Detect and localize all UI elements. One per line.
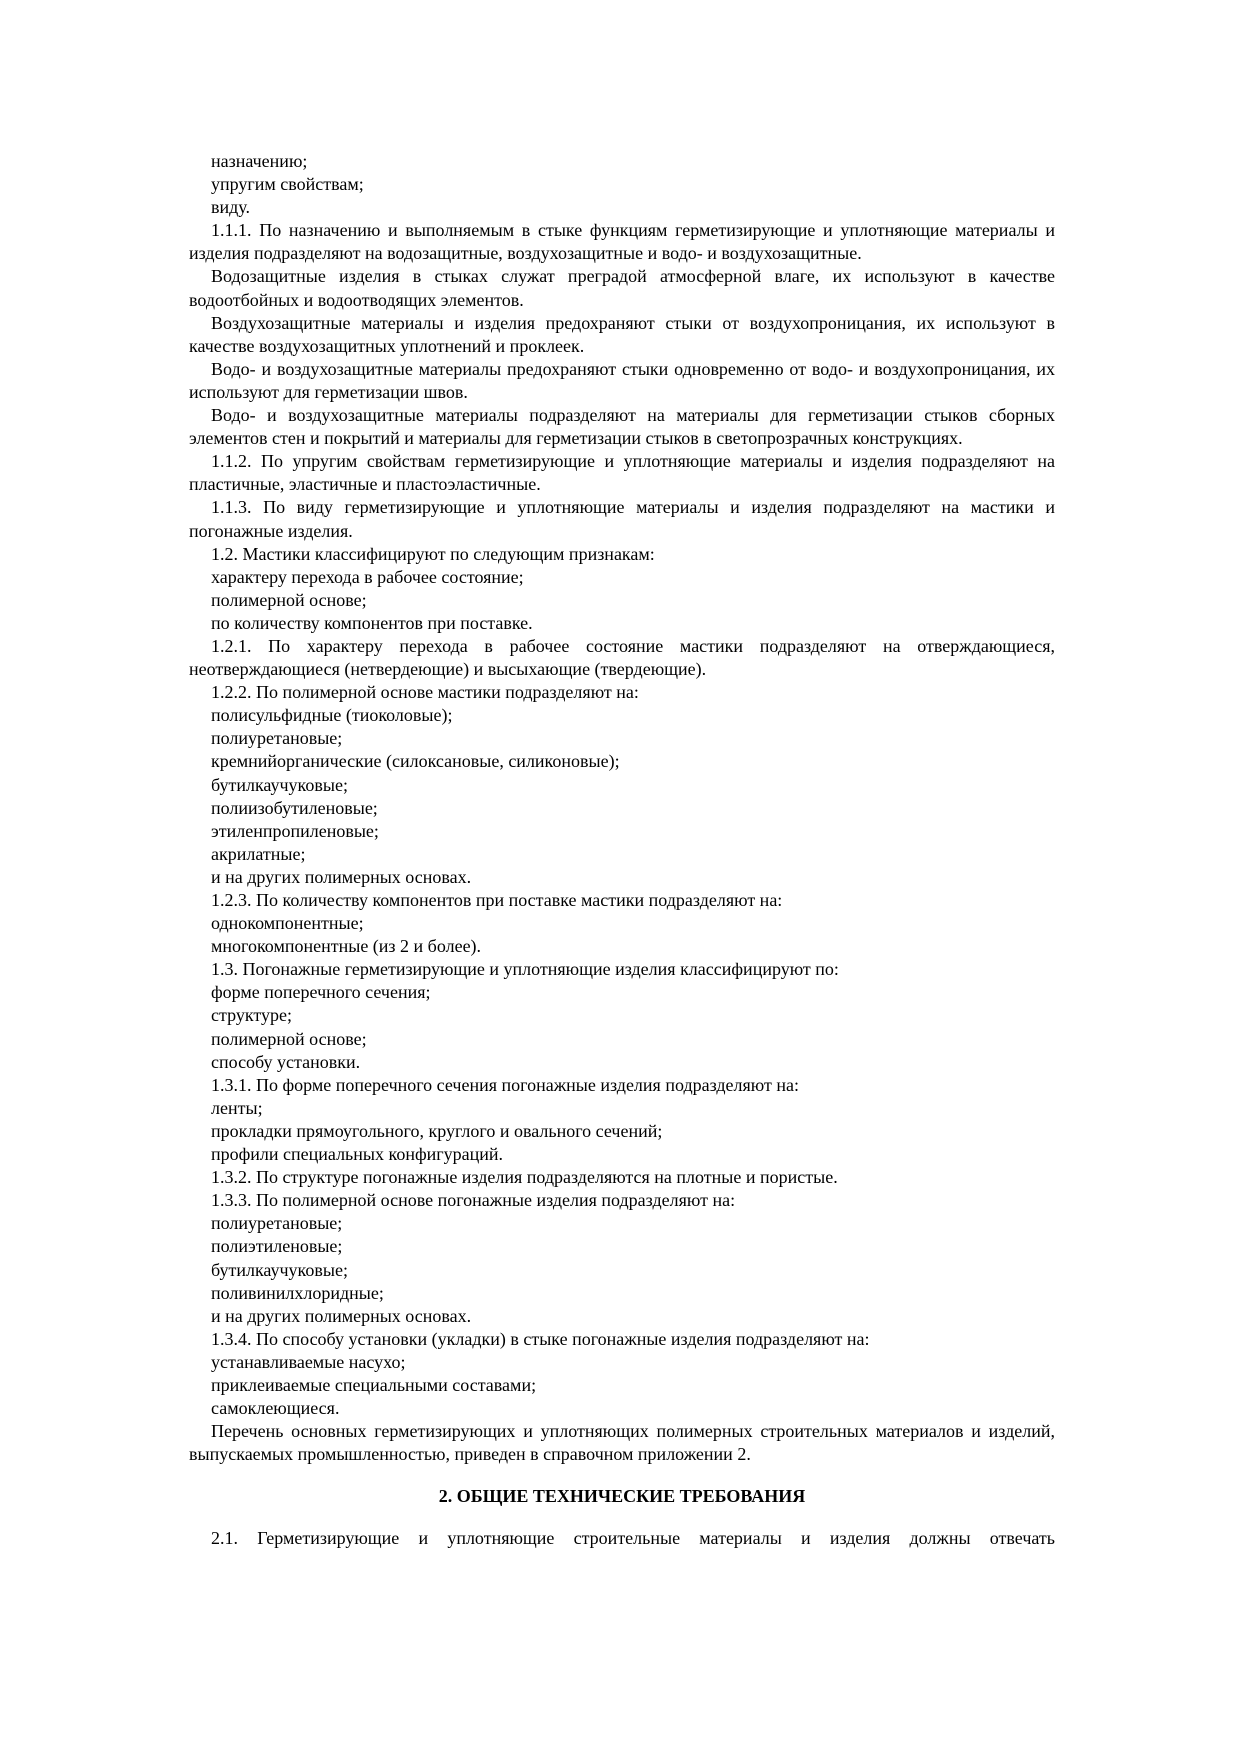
paragraph: и на других полимерных основах. — [211, 1305, 472, 1326]
paragraph: приклеиваемые специальными составами; — [211, 1374, 537, 1395]
paragraph: полимерной основе; — [211, 1028, 367, 1049]
paragraph: Водозащитные изделия в стыках служат преградой атмосферной влаге, их используют в качестве водоотбойных и водоотводящих элементов. — [189, 266, 1055, 310]
paragraph: полиуретановые; — [211, 1213, 343, 1234]
paragraph: самоклеющиеся. — [211, 1398, 340, 1419]
paragraph: бутилкаучуковые; — [211, 1259, 348, 1280]
paragraph: акрилатные; — [211, 843, 306, 864]
paragraph: полиуретановые; — [211, 728, 343, 749]
paragraph: бутилкаучуковые; — [211, 774, 348, 795]
paragraph: 1.3. Погонажные герметизирующие и уплотняющие изделия классифицируют по: — [211, 959, 839, 980]
paragraph: профили специальных конфигураций. — [211, 1144, 504, 1165]
paragraph: Воздухозащитные материалы и изделия предохраняют стыки от воздухопроницания, их используют в качестве воздухозащитных уплотнений и проклеек. — [189, 312, 1055, 356]
paragraph: полисульфидные (тиоколовые); — [211, 705, 453, 726]
paragraph: и на других полимерных основах. — [211, 866, 472, 887]
paragraph: прокладки прямоугольного, круглого и овального сечений; — [211, 1120, 663, 1141]
paragraph: 1.2. Мастики классифицируют по следующим признакам: — [211, 543, 655, 564]
paragraph: структуре; — [211, 1005, 292, 1026]
paragraphs-section-1 — [189, 150, 1055, 1466]
paragraph: этиленпропиленовые; — [211, 820, 379, 841]
paragraph: 1.3.2. По структуре погонажные изделия подразделяются на плотные и пористые. — [211, 1167, 838, 1188]
paragraph: виду. — [211, 197, 250, 218]
paragraph: 1.3.1. По форме поперечного сечения погонажные изделия подразделяют на: — [211, 1074, 799, 1095]
document-body — [189, 150, 1055, 1551]
paragraph: кремнийорганические (силоксановые, силиконовые); — [211, 751, 620, 772]
paragraph: по количеству компонентов при поставке. — [211, 612, 533, 633]
paragraph: ленты; — [211, 1097, 263, 1118]
paragraph: 1.2.2. По полимерной основе мастики подразделяют на: — [211, 682, 639, 703]
paragraph: 1.1.2. По упругим свойствам герметизирующие и уплотняющие материалы и изделия подразделяют на пластичные, эластичные и пластоэластичные. — [189, 451, 1055, 495]
paragraph: форме поперечного сечения; — [211, 982, 431, 1003]
paragraph-2-1: 2.1. Герметизирующие и уплотняющие строительные материалы и изделия должны отвечать — [211, 1528, 1055, 1549]
section-heading: 2. ОБЩИЕ ТЕХНИЧЕСКИЕ ТРЕБОВАНИЯ — [438, 1486, 806, 1507]
paragraph: полимерной основе; — [211, 589, 367, 610]
paragraph: многокомпонентные (из 2 и более). — [211, 936, 482, 957]
paragraph: 1.3.3. По полимерной основе погонажные изделия подразделяют на: — [211, 1190, 736, 1211]
paragraph: 1.1.3. По виду герметизирующие и уплотняющие материалы и изделия подразделяют на мастики и погонажные изделия. — [189, 497, 1055, 541]
paragraph: поливинилхлоридные; — [211, 1282, 384, 1303]
paragraph: Водо- и воздухозащитные материалы подразделяют на материалы для герметизации стыков сборных элементов стен и покрытий и материалы для герметизации стыков в светопрозрачных конструкциях. — [189, 405, 1055, 449]
paragraph: Водо- и воздухозащитные материалы предохраняют стыки одновременно от водо- и воздухопроницания, их используют для герметизации швов. — [189, 358, 1055, 402]
paragraph: устанавливаемые насухо; — [211, 1351, 406, 1372]
paragraph: полиизобутиленовые; — [211, 797, 378, 818]
paragraph: полиэтиленовые; — [211, 1236, 343, 1257]
paragraph: 1.1.1. По назначению и выполняемым в стыке функциям герметизирующие и уплотняющие материалы и изделия подразделяют на водозащитные, воздухозащитные и водо- и воздухозащитные. — [189, 220, 1055, 264]
paragraph: 1.2.1. По характеру перехода в рабочее состояние мастики подразделяют на отверждающиеся, неотверждающиеся (нетвердеющие) и высыхающие (твердеющие). — [189, 635, 1055, 680]
paragraph: способу установки. — [211, 1051, 361, 1072]
paragraph: однокомпонентные; — [211, 913, 364, 934]
paragraph: назначению; — [211, 151, 308, 171]
paragraph: 1.3.4. По способу установки (укладки) в стыке погонажные изделия подразделяют на: — [211, 1328, 870, 1349]
paragraph: Перечень основных герметизирующих и уплотняющих полимерных строительных материалов и изделий, выпускаемых промышленностью, приведен в справочном приложении 2. — [189, 1421, 1055, 1465]
paragraph: 1.2.3. По количеству компонентов при поставке мастики подразделяют на: — [211, 890, 783, 910]
paragraph: упругим свойствам; — [211, 174, 364, 195]
paragraph: характеру перехода в рабочее состояние; — [211, 566, 524, 587]
